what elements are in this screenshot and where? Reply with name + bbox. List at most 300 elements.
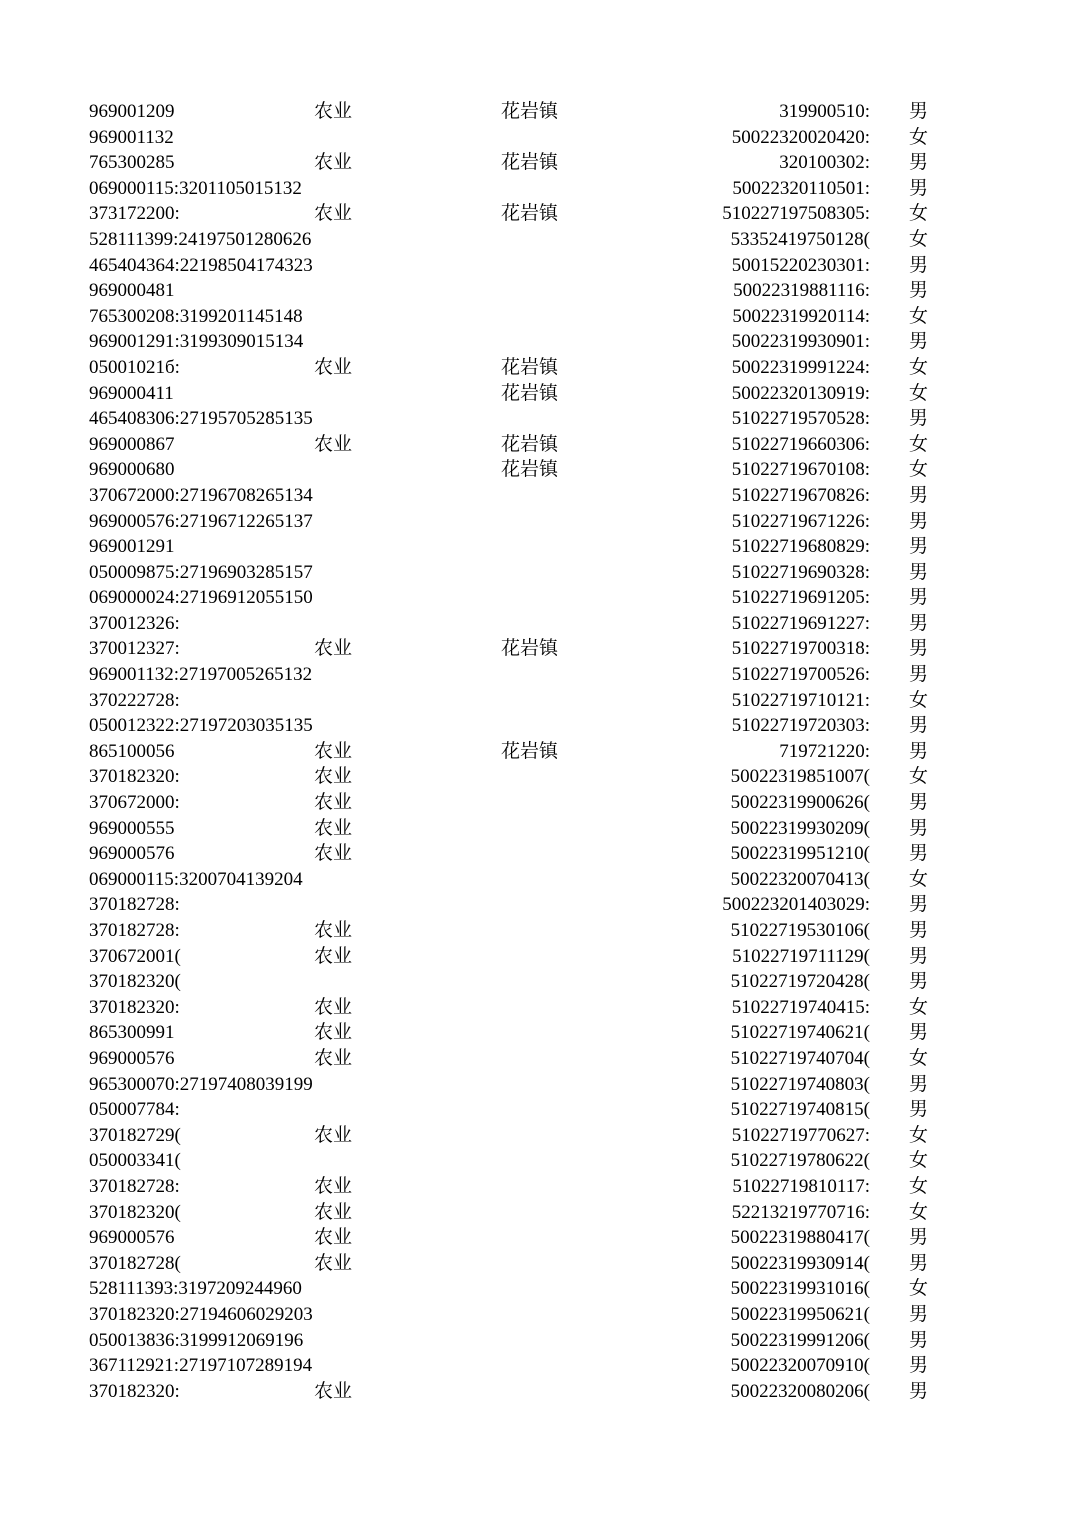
cell-household-type: 农业 xyxy=(314,1227,353,1249)
table-row xyxy=(0,816,1075,842)
cell-household-type: 农业 xyxy=(314,1201,353,1223)
cell-account-id: 050012322:27197203035135 xyxy=(89,715,313,737)
cell-gender: 男 xyxy=(909,561,929,583)
cell-household-type xyxy=(314,611,434,637)
cell-id-number: 51022719740815( xyxy=(730,1099,870,1121)
cell-account-id: 370182728: xyxy=(89,920,180,941)
cell-account-id: 373172200: xyxy=(89,203,180,225)
cell-household-type xyxy=(314,176,434,202)
cell-account-id: 370182320:27194606029203 xyxy=(89,1303,313,1325)
cell-household-type xyxy=(314,406,434,432)
cell-household-type: 农业 xyxy=(314,203,353,225)
table-row xyxy=(0,176,1075,202)
cell-id-number: 50022320110501: xyxy=(732,177,870,199)
cell-household-type xyxy=(314,688,434,714)
table-row xyxy=(0,1276,1075,1302)
cell-account-id: 370182728( xyxy=(89,1252,181,1274)
cell-gender: 男 xyxy=(909,971,929,993)
table-row xyxy=(0,201,1075,227)
cell-account-id: 370182728: xyxy=(89,894,180,916)
cell-household-type: 农业 xyxy=(314,920,353,941)
cell-household-type xyxy=(314,304,434,330)
cell-account-id: 969000555 xyxy=(89,817,175,839)
cell-account-id: 069000115:3200704139204 xyxy=(89,868,303,890)
cell-account-id: 465404364:22198504174323 xyxy=(89,254,313,276)
cell-id-number: 51022719711129( xyxy=(732,945,870,967)
cell-town xyxy=(501,125,621,151)
cell-town xyxy=(501,611,621,637)
cell-town xyxy=(501,253,621,279)
cell-id-number: 51022719700318: xyxy=(731,638,870,660)
cell-account-id: 370672000:27196708265134 xyxy=(89,484,313,506)
cell-town xyxy=(501,662,621,688)
cell-id-number: 51022719780622( xyxy=(730,1150,870,1172)
cell-household-type: 农业 xyxy=(314,1124,353,1146)
cell-gender: 女 xyxy=(909,203,929,225)
table-row xyxy=(0,483,1075,509)
table-row xyxy=(0,150,1075,176)
cell-town xyxy=(501,227,621,253)
cell-account-id: 965300070:27197408039199 xyxy=(89,1073,313,1095)
cell-account-id: 050009875:27196903285157 xyxy=(89,561,313,583)
table-row xyxy=(0,764,1075,790)
cell-account-id: 370182320( xyxy=(89,1201,181,1223)
cell-gender: 男 xyxy=(909,101,929,122)
cell-household-type xyxy=(314,1302,434,1328)
cell-gender: 女 xyxy=(909,1175,929,1197)
table-row xyxy=(0,995,1075,1021)
cell-household-type xyxy=(314,329,434,355)
table-row xyxy=(0,1046,1075,1072)
cell-town xyxy=(501,1097,621,1123)
cell-town xyxy=(501,918,621,944)
table-row xyxy=(0,1302,1075,1328)
table-row xyxy=(0,560,1075,586)
cell-account-id: 370672000: xyxy=(89,792,180,814)
cell-town xyxy=(501,483,621,509)
cell-id-number: 50022319900626( xyxy=(730,792,870,814)
cell-id-number: 53352419750128( xyxy=(730,228,870,250)
cell-gender: 男 xyxy=(909,740,929,762)
cell-town xyxy=(501,585,621,611)
cell-id-number: 50022320070910( xyxy=(730,1355,870,1377)
table-row xyxy=(0,534,1075,560)
table-row xyxy=(0,1251,1075,1277)
cell-gender: 男 xyxy=(909,254,929,276)
cell-gender: 男 xyxy=(909,484,929,506)
cell-account-id: 969001291 xyxy=(89,536,175,558)
cell-household-type xyxy=(314,1276,434,1302)
cell-gender: 男 xyxy=(909,894,929,916)
cell-gender: 男 xyxy=(909,1099,929,1121)
cell-account-id: 969001291:3199309015134 xyxy=(89,331,304,353)
cell-account-id: 050013836:3199912069196 xyxy=(89,1329,304,1351)
cell-gender: 男 xyxy=(909,280,929,302)
cell-gender: 女 xyxy=(909,689,929,711)
cell-town xyxy=(501,509,621,535)
cell-account-id: 069000115:3201105015132 xyxy=(89,177,302,199)
cell-gender: 女 xyxy=(909,356,929,378)
cell-town xyxy=(501,1123,621,1149)
cell-household-type xyxy=(314,867,434,893)
cell-account-id: 370182728: xyxy=(89,1175,180,1197)
cell-id-number: 50022319931016( xyxy=(730,1278,870,1300)
cell-gender: 女 xyxy=(909,1124,929,1146)
cell-household-type xyxy=(314,662,434,688)
cell-id-number: 51022719720303: xyxy=(731,715,870,737)
cell-account-id: 865300991 xyxy=(89,1022,175,1044)
table-row xyxy=(0,918,1075,944)
cell-household-type xyxy=(314,457,434,483)
cell-id-number: 320100302: xyxy=(779,152,870,174)
cell-account-id: 528111399:24197501280626 xyxy=(89,228,312,250)
cell-id-number: 510227197508305: xyxy=(722,203,870,225)
cell-household-type: 农业 xyxy=(314,792,353,814)
cell-id-number: 719721220: xyxy=(779,740,870,762)
cell-gender: 男 xyxy=(909,1227,929,1249)
cell-gender: 女 xyxy=(909,1150,929,1172)
cell-id-number: 51022719810117: xyxy=(732,1175,870,1197)
cell-id-number: 50022319851007( xyxy=(730,766,870,788)
table-row xyxy=(0,1379,1075,1405)
cell-town xyxy=(501,1251,621,1277)
cell-account-id: 969000576 xyxy=(89,843,175,865)
table-row xyxy=(0,611,1075,637)
cell-gender: 男 xyxy=(909,715,929,737)
table-row xyxy=(0,1328,1075,1354)
cell-id-number: 50022320020420: xyxy=(731,126,870,148)
cell-account-id: 528111393:3197209244960 xyxy=(89,1278,302,1300)
table-row xyxy=(0,1072,1075,1098)
cell-gender: 男 xyxy=(909,587,929,609)
cell-id-number: 50022319881116: xyxy=(733,280,870,302)
cell-town xyxy=(501,688,621,714)
cell-household-type xyxy=(314,1148,434,1174)
table-row xyxy=(0,1200,1075,1226)
cell-household-type: 农业 xyxy=(314,766,353,788)
cell-town xyxy=(501,1276,621,1302)
cell-gender: 男 xyxy=(909,1022,929,1044)
cell-town xyxy=(501,1302,621,1328)
table-row xyxy=(0,125,1075,151)
cell-town: 花岩镇 xyxy=(501,203,559,225)
table-row xyxy=(0,1123,1075,1149)
cell-account-id: 069000024:27196912055150 xyxy=(89,587,313,609)
cell-gender: 女 xyxy=(909,126,929,148)
cell-town: 花岩镇 xyxy=(501,382,559,404)
table-row xyxy=(0,585,1075,611)
table-row xyxy=(0,329,1075,355)
table-row xyxy=(0,1148,1075,1174)
cell-town xyxy=(501,1072,621,1098)
cell-household-type xyxy=(314,1353,434,1379)
cell-household-type xyxy=(314,892,434,918)
cell-household-type xyxy=(314,381,434,407)
cell-town xyxy=(501,1046,621,1072)
cell-account-id: 969001132:27197005265132 xyxy=(89,664,313,686)
cell-town xyxy=(501,1379,621,1405)
cell-id-number: 319900510: xyxy=(779,101,870,122)
cell-household-type xyxy=(314,509,434,535)
cell-id-number: 51022719740704( xyxy=(730,1047,870,1069)
table-row xyxy=(0,355,1075,381)
cell-household-type xyxy=(314,969,434,995)
cell-account-id: 370182320( xyxy=(89,971,181,993)
cell-town xyxy=(501,969,621,995)
table-row xyxy=(0,227,1075,253)
cell-household-type: 农业 xyxy=(314,843,353,865)
cell-household-type xyxy=(314,483,434,509)
cell-household-type xyxy=(314,534,434,560)
cell-household-type xyxy=(314,713,434,739)
cell-town: 花岩镇 xyxy=(501,433,559,455)
table-row xyxy=(0,739,1075,765)
cell-gender: 女 xyxy=(909,996,929,1018)
cell-town xyxy=(501,406,621,432)
cell-gender: 男 xyxy=(909,843,929,865)
cell-town xyxy=(501,764,621,790)
cell-id-number: 51022719710121: xyxy=(731,689,870,711)
cell-gender: 男 xyxy=(909,1329,929,1351)
cell-household-type xyxy=(314,278,434,304)
cell-id-number: 50022319930914( xyxy=(730,1252,870,1274)
cell-household-type xyxy=(314,1072,434,1098)
cell-household-type xyxy=(314,1328,434,1354)
cell-gender: 男 xyxy=(909,1073,929,1095)
cell-gender: 男 xyxy=(909,408,929,430)
cell-gender: 男 xyxy=(909,1303,929,1325)
cell-town xyxy=(501,867,621,893)
cell-account-id: 05001021б: xyxy=(89,356,180,378)
table-row xyxy=(0,99,1075,125)
cell-gender: 男 xyxy=(909,638,929,660)
cell-account-id: 969000576 xyxy=(89,1047,175,1069)
cell-id-number: 51022719660306: xyxy=(731,433,870,455)
cell-id-number: 51022719740803( xyxy=(730,1073,870,1095)
cell-account-id: 969000576 xyxy=(89,1227,175,1249)
cell-town xyxy=(501,713,621,739)
cell-gender: 男 xyxy=(909,664,929,686)
cell-account-id: 370672001( xyxy=(89,945,181,967)
cell-household-type: 农业 xyxy=(314,1380,353,1402)
cell-gender: 女 xyxy=(909,382,929,404)
cell-account-id: 370182320: xyxy=(89,1380,180,1402)
cell-id-number: 51022719740415: xyxy=(731,996,870,1018)
cell-account-id: 765300208:3199201145148 xyxy=(89,305,303,327)
cell-account-id: 370182729( xyxy=(89,1124,181,1146)
cell-gender: 女 xyxy=(909,433,929,455)
cell-account-id: 465408306:27195705285135 xyxy=(89,408,313,430)
cell-id-number: 51022719700526: xyxy=(731,664,870,686)
table-row xyxy=(0,867,1075,893)
cell-town: 花岩镇 xyxy=(501,459,559,481)
cell-account-id: 367112921:27197107289194 xyxy=(89,1355,313,1377)
cell-gender: 男 xyxy=(909,920,929,941)
cell-household-type: 农业 xyxy=(314,101,353,122)
cell-household-type: 农业 xyxy=(314,945,353,967)
cell-household-type: 农业 xyxy=(314,433,353,455)
cell-household-type xyxy=(314,227,434,253)
cell-town xyxy=(501,1328,621,1354)
cell-gender: 女 xyxy=(909,228,929,250)
cell-account-id: 050003341( xyxy=(89,1150,181,1172)
cell-gender: 女 xyxy=(909,1201,929,1223)
table-row xyxy=(0,790,1075,816)
cell-town xyxy=(501,278,621,304)
cell-town xyxy=(501,304,621,330)
cell-town: 花岩镇 xyxy=(501,740,559,762)
cell-id-number: 51022719570528: xyxy=(731,408,870,430)
cell-household-type: 农业 xyxy=(314,1047,353,1069)
cell-household-type xyxy=(314,585,434,611)
table-row xyxy=(0,892,1075,918)
cell-town xyxy=(501,995,621,1021)
cell-household-type xyxy=(314,1097,434,1123)
table-row xyxy=(0,304,1075,330)
cell-id-number: 52213219770716: xyxy=(731,1201,870,1223)
cell-id-number: 51022719740621( xyxy=(730,1022,870,1044)
cell-account-id: 969000576:27196712265137 xyxy=(89,510,313,532)
cell-id-number: 51022719690328: xyxy=(731,561,870,583)
cell-town xyxy=(501,176,621,202)
cell-id-number: 50022319930209( xyxy=(730,817,870,839)
cell-gender: 男 xyxy=(909,331,929,353)
cell-town xyxy=(501,560,621,586)
cell-gender: 女 xyxy=(909,766,929,788)
cell-gender: 女 xyxy=(909,459,929,481)
table-row xyxy=(0,1174,1075,1200)
cell-gender: 女 xyxy=(909,305,929,327)
cell-town xyxy=(501,1020,621,1046)
cell-account-id: 969000481 xyxy=(89,280,175,302)
table-row xyxy=(0,381,1075,407)
table-row xyxy=(0,1225,1075,1251)
cell-account-id: 969000411 xyxy=(89,382,174,404)
cell-id-number: 50022320080206( xyxy=(730,1380,870,1402)
cell-town xyxy=(501,1174,621,1200)
table-row xyxy=(0,1020,1075,1046)
cell-town: 花岩镇 xyxy=(501,638,559,660)
cell-town xyxy=(501,841,621,867)
table-row xyxy=(0,944,1075,970)
cell-account-id: 765300285 xyxy=(89,152,175,174)
table-row xyxy=(0,969,1075,995)
table-row xyxy=(0,1353,1075,1379)
table-row xyxy=(0,841,1075,867)
table-row xyxy=(0,636,1075,662)
cell-town xyxy=(501,534,621,560)
cell-town xyxy=(501,892,621,918)
cell-account-id: 969000680 xyxy=(89,459,175,481)
table-row xyxy=(0,253,1075,279)
cell-id-number: 51022719691227: xyxy=(731,612,870,634)
cell-id-number: 51022719530106( xyxy=(730,920,870,941)
cell-account-id: 969000867 xyxy=(89,433,175,455)
cell-id-number: 50022319880417( xyxy=(730,1227,870,1249)
cell-town: 花岩镇 xyxy=(501,356,559,378)
cell-id-number: 50022319991224: xyxy=(731,356,870,378)
cell-gender: 男 xyxy=(909,152,929,174)
cell-household-type: 农业 xyxy=(314,638,353,660)
cell-household-type: 农业 xyxy=(314,1022,353,1044)
cell-id-number: 51022719680829: xyxy=(731,536,870,558)
cell-household-type: 农业 xyxy=(314,817,353,839)
cell-gender: 男 xyxy=(909,1252,929,1274)
table-row xyxy=(0,713,1075,739)
cell-town xyxy=(501,816,621,842)
cell-household-type: 农业 xyxy=(314,740,353,762)
cell-household-type: 农业 xyxy=(314,356,353,378)
cell-gender: 男 xyxy=(909,792,929,814)
cell-household-type: 农业 xyxy=(314,152,353,174)
cell-account-id: 370182320: xyxy=(89,996,180,1018)
cell-id-number: 50022319951210( xyxy=(730,843,870,865)
cell-town xyxy=(501,1148,621,1174)
cell-account-id: 370222728: xyxy=(89,689,180,711)
cell-gender: 女 xyxy=(909,1047,929,1069)
cell-household-type: 农业 xyxy=(314,1252,353,1274)
cell-town: 花岩镇 xyxy=(501,101,559,122)
cell-household-type: 农业 xyxy=(314,996,353,1018)
cell-id-number: 50022319950621( xyxy=(730,1303,870,1325)
cell-account-id: 370012326: xyxy=(89,612,180,634)
spreadsheet-page xyxy=(0,99,1075,1404)
cell-town xyxy=(501,1225,621,1251)
cell-account-id: 969001132 xyxy=(89,126,174,148)
cell-id-number: 50022320070413( xyxy=(730,868,870,890)
table-row xyxy=(0,509,1075,535)
cell-account-id: 865100056 xyxy=(89,740,175,762)
cell-gender: 男 xyxy=(909,536,929,558)
cell-id-number: 51022719720428( xyxy=(730,971,870,993)
cell-account-id: 969001209 xyxy=(89,101,175,122)
table-row xyxy=(0,1097,1075,1123)
cell-gender: 男 xyxy=(909,817,929,839)
cell-id-number: 51022719670108: xyxy=(731,459,870,481)
table-row xyxy=(0,457,1075,483)
cell-id-number: 500223201403029: xyxy=(722,894,870,916)
cell-gender: 男 xyxy=(909,945,929,967)
cell-id-number: 51022719691205: xyxy=(731,587,870,609)
cell-gender: 男 xyxy=(909,612,929,634)
table-row xyxy=(0,688,1075,714)
table-row xyxy=(0,432,1075,458)
cell-id-number: 50022320130919: xyxy=(731,382,870,404)
cell-gender: 女 xyxy=(909,1278,929,1300)
cell-household-type xyxy=(314,560,434,586)
cell-gender: 男 xyxy=(909,177,929,199)
cell-household-type xyxy=(314,253,434,279)
cell-account-id: 370012327: xyxy=(89,638,180,660)
cell-id-number: 50022319991206( xyxy=(730,1329,870,1351)
cell-gender: 男 xyxy=(909,1380,929,1402)
cell-gender: 女 xyxy=(909,868,929,890)
cell-id-number: 51022719671226: xyxy=(731,510,870,532)
table-row xyxy=(0,406,1075,432)
cell-town xyxy=(501,944,621,970)
cell-town xyxy=(501,1200,621,1226)
table-row xyxy=(0,662,1075,688)
cell-town: 花岩镇 xyxy=(501,152,559,174)
cell-id-number: 51022719770627: xyxy=(731,1124,870,1146)
cell-id-number: 50022319930901: xyxy=(731,331,870,353)
cell-gender: 男 xyxy=(909,510,929,532)
cell-town xyxy=(501,1353,621,1379)
cell-town xyxy=(501,790,621,816)
cell-id-number: 50015220230301: xyxy=(731,254,870,276)
cell-gender: 男 xyxy=(909,1355,929,1377)
cell-town xyxy=(501,329,621,355)
